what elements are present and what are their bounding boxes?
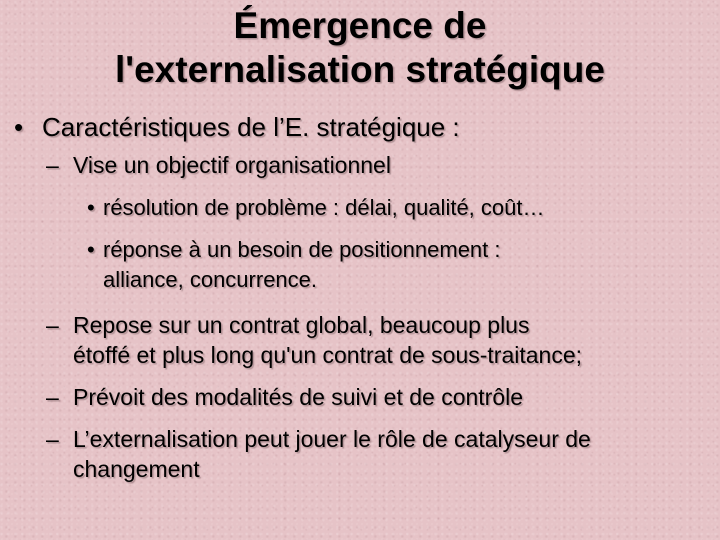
dash-icon: – xyxy=(46,152,59,178)
level3-item-resolution xyxy=(87,193,544,223)
dash-icon: – xyxy=(46,384,59,410)
level3-item-reponse xyxy=(87,235,501,295)
level2-text-line-2: étoffé et plus long qu'un contrat de sous-traitance; xyxy=(73,342,583,368)
level2-text-line-1: Repose sur un contrat global, beaucoup plus xyxy=(73,312,530,338)
level2-text-line-1: L’externalisation peut jouer le rôle de catalyseur de xyxy=(73,426,591,452)
dash-icon: – xyxy=(46,312,59,338)
bullet-icon: • xyxy=(87,237,95,262)
level2-text: Vise un objectif organisationnel xyxy=(73,152,391,178)
level1-bullet-item xyxy=(14,110,460,144)
slide-title xyxy=(40,4,680,92)
slide-title-line-2: l'externalisation stratégique xyxy=(115,49,605,90)
level3-text: résolution de problème : délai, qualité, coût… xyxy=(103,195,545,220)
slide-title-line-1: Émergence de xyxy=(233,5,487,46)
level2-item-contrat xyxy=(46,310,582,370)
level3-text-line-1: réponse à un besoin de positionnement : xyxy=(103,237,501,262)
level2-item-suivi xyxy=(46,382,523,412)
level2-text-line-2: changement xyxy=(73,456,200,482)
bullet-icon: • xyxy=(14,112,24,142)
bullet-icon: • xyxy=(87,195,95,220)
level3-text-line-2: alliance, concurrence. xyxy=(103,267,318,292)
level2-text: Prévoit des modalités de suivi et de contrôle xyxy=(73,384,524,410)
level1-text: Caractéristiques de l’E. stratégique : xyxy=(42,112,460,142)
level2-item-objectif xyxy=(46,150,391,180)
dash-icon: – xyxy=(46,426,59,452)
level2-item-catalyseur xyxy=(46,424,591,484)
